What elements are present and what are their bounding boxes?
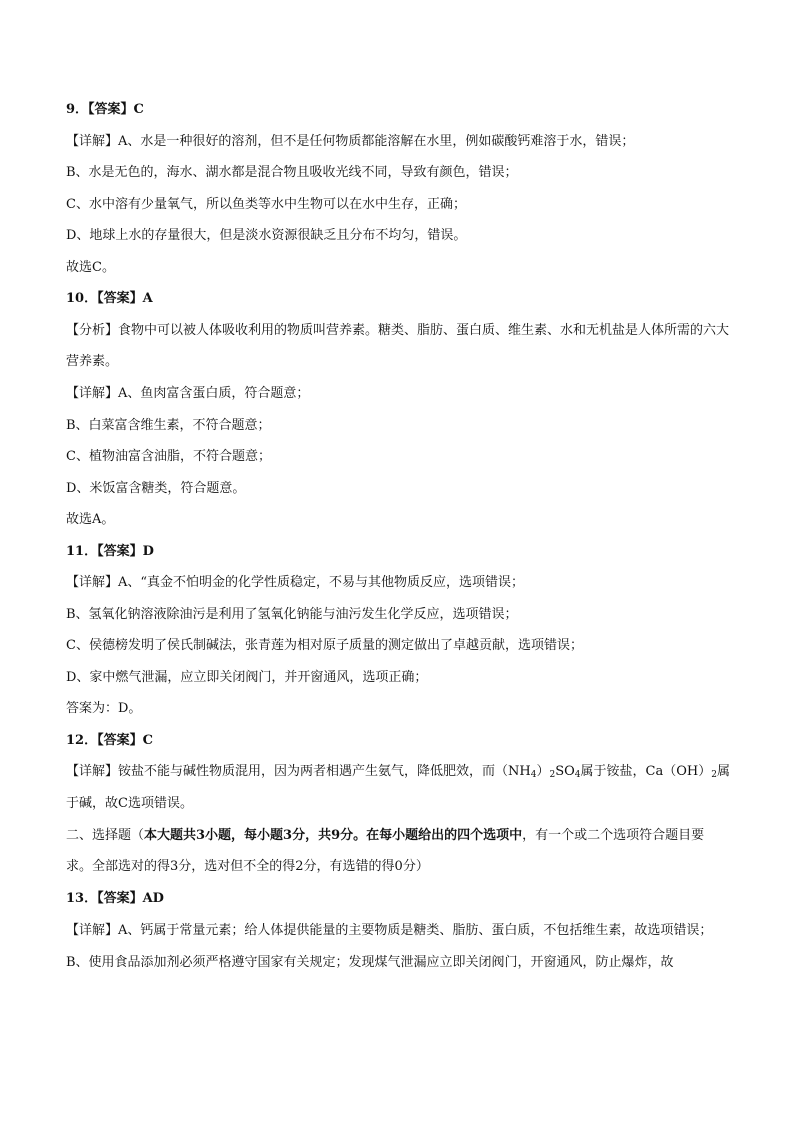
q11-detail-a: 【详解】A、“真金不怕明金的化学性质稳定，不易与其他物质反应，选项错误； bbox=[66, 575, 525, 590]
q12-subscript: 2 bbox=[549, 770, 556, 780]
q10-option-b: B、白菜富含维生素，不符合题意； bbox=[66, 417, 271, 433]
q12-detail-text-5: 属于碱，故C选项错误。 bbox=[66, 764, 730, 811]
q12-detail bbox=[66, 756, 730, 819]
q10-analysis: 【分析】食物中可以被人体吸收利用的物质叫营养素。糖类、脂肪、蛋白质、维生素、水和无机盐是人体所需的六大营养素。 bbox=[66, 322, 730, 369]
section-2-title: 二、选择题（ bbox=[66, 827, 145, 843]
q13-detail-a: 【详解】A、钙属于常量元素；给人体提供能量的主要物质是糖类、脂肪、蛋白质，不包括维生素，故选项错误； bbox=[66, 922, 713, 938]
q9-option-d: D、地球上水的存量很大，但是淡水资源很缺乏且分布不均匀，错误。 bbox=[66, 228, 467, 243]
q9-option-c: C、水中溶有少量氧气，所以鱼类等水中生物可以在水中生存，正确； bbox=[66, 196, 466, 212]
q9-detail-a: 【详解】A、水是一种很好的溶剂，但不是任何物质都能溶解在水里，例如碳酸钙难溶于水，错误； bbox=[66, 133, 635, 149]
q12-subscript: 2 bbox=[711, 770, 717, 780]
q12-subscript: 4 bbox=[574, 770, 581, 780]
q10-option-d: D、米饭富含糖类，符合题意。 bbox=[66, 480, 246, 496]
q13-option-b: B、使用食品添加剂必须严格遵守国家有关规定；发现煤气泄漏应立即关闭阀门，开窗通风，防止爆炸，故 bbox=[66, 954, 674, 970]
q11-conclusion: 答案为：D。 bbox=[66, 701, 142, 716]
q10-conclusion: 故选A。 bbox=[66, 512, 115, 527]
q10-answer-header: 10．【答案】A bbox=[66, 291, 153, 306]
section-2-rest-text: ，有一个或二个选项符合题目要求。全部选对的得3分，选对但不全的得2分，有选错的得0分） bbox=[66, 827, 705, 874]
q11-option-c: C、侯德榜发明了侯氏制碱法，张青莲为相对原子质量的测定做出了卓越贡献，选项错误； bbox=[66, 638, 583, 653]
answer-page bbox=[66, 99, 730, 983]
q12-answer-header: 12．【答案】C bbox=[66, 732, 153, 748]
q11-option-b: B、氢氧化钠溶液除油污是利用了氢氧化钠能与油污发生化学反应，选项错误； bbox=[66, 606, 518, 622]
q13-answer-header: 13．【答案】AD bbox=[66, 891, 164, 906]
q9-conclusion: 故选C。 bbox=[66, 259, 115, 275]
q12-detail-text-3: SO bbox=[555, 764, 575, 779]
section-2-bold-text: 本大题共3小题，每小题3分，共9分。在每小题给出的四个选项中 bbox=[144, 827, 523, 843]
q11-answer-header: 11．【答案】D bbox=[66, 543, 154, 559]
q12-subscript: 4 bbox=[530, 770, 537, 780]
q12-detail-text-2: ） bbox=[536, 764, 550, 779]
section-2-instructions bbox=[66, 820, 730, 883]
q11-option-d: D、家中燃气泄漏，应立即关闭阀门，并开窗通风，选项正确； bbox=[66, 669, 428, 685]
q10-option-c: C、植物油富含油脂，不符合题意； bbox=[66, 449, 271, 464]
q12-detail-text-1: 【详解】铵盐不能与碱性物质混用，因为两者相遇产生氨气，降低肥效，而（NH bbox=[66, 764, 531, 779]
q9-option-b: B、水是无色的，海水、湖水都是混合物且吸收光线不同，导致有颜色，错误； bbox=[66, 165, 518, 180]
q12-detail-text-4: 属于铵盐，Ca（OH） bbox=[580, 764, 712, 779]
q9-answer-header: 9．【答案】C bbox=[66, 102, 144, 117]
q10-detail-a: 【详解】A、鱼肉富含蛋白质，符合题意； bbox=[66, 386, 310, 401]
